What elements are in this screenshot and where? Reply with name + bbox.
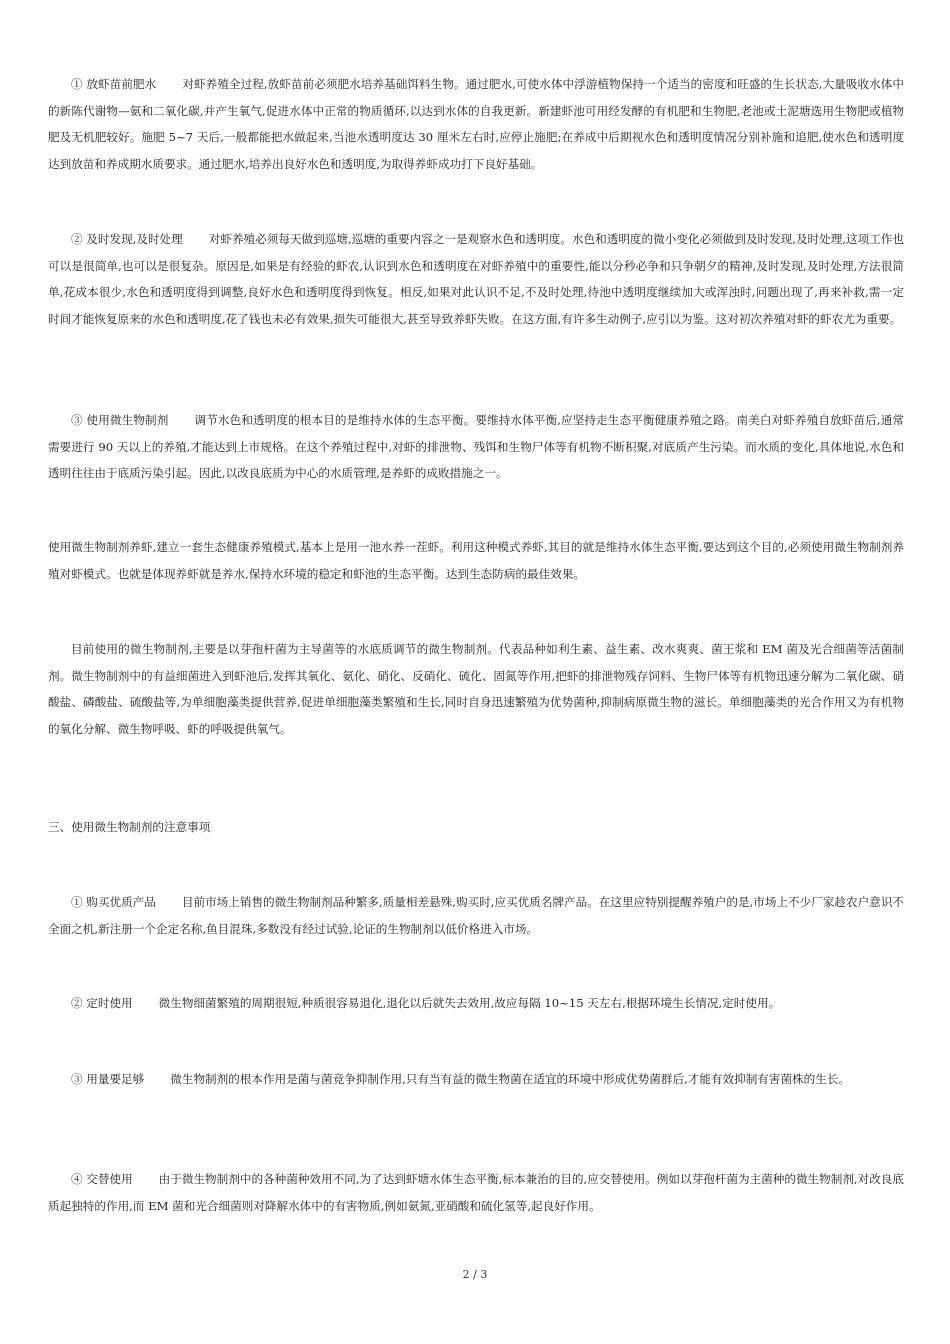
section-heading: 三、使用微生物制剂的注意事项 bbox=[48, 820, 211, 834]
paragraph-heading: ④ 交替使用 bbox=[71, 1172, 133, 1186]
paragraph-heading: ② 定时使用 bbox=[71, 996, 133, 1010]
page-number: 2 / 3 bbox=[462, 1268, 488, 1281]
paragraph-body: 对虾养殖全过程,放虾苗前必须肥水培养基础饵料生物。通过肥水,可使水体中浮游植物保持一个适当的密度和旺盛的生长状态,大量吸收水体中的新陈代谢物—氨和二氧化碳,并产生氧气,促进水体中正常的物质循环,以达到水体的自我更新。新建虾池可用经发酵的有机肥和生物肥,老池或土泥塘选用生物肥或植物肥及无机肥较好。施肥 5~7 天后,一般都能把水做起来,当池水透明度达 30 厘米左右时,应停止施肥;在养成中后期视水色和透明度情况分别补施和追肥,使水色和透明度达到放苗和养成期水质要求。通过肥水,培养出良好水色和透明度,为取得养虾成功打下良好基础。 bbox=[48, 77, 905, 171]
paragraph-body: 使用微生物制剂养虾,建立一套生态健康养殖模式,基本上是用一池水养一茬虾。利用这种模式养虾,其目的就是维持水体生态平衡,要达到这个目的,必须使用微生物制剂养殖对虾模式。也就是体现养虾就是养水,保持水环境的稳定和虾池的生态平衡。达到生态防病的最佳效果。 bbox=[48, 540, 904, 581]
paragraph-heading: ① 放虾苗前肥水 bbox=[71, 77, 157, 91]
paragraph-heading: ③ 使用微生物制剂 bbox=[71, 413, 169, 427]
paragraph-heading: ① 购买优质产品 bbox=[71, 895, 156, 909]
paragraph-body: 对虾养殖必须每天做到巡塘,巡塘的重要内容之一是观察水色和透明度。水色和透明度的微小变化必须做到及时发现,及时处理,这项工作也可以是很简单,也可以是很复杂。原因是,如果是有经验的虾农,认识到水色和透明度在对虾养殖中的重要性,能以分秒必争和只争朝夕的精神,及时发现,及时处理,方法很简单,花成本很少,水色和透明度得到调整,良好水色和透明度得到恢复。相反,如果对此认识不足,不及时处理,待池中透明度继续加大或浑浊时,问题出现了,再来补救,需一定时间才能恢复原来的水色和透明度,花了钱也未必有效果,损失可能很大,甚至导致养虾失败。在这方面,有许多生动例子,应引以为鉴。这对初次养殖对虾的虾农尤为重要。 bbox=[48, 232, 905, 326]
paragraph-current-agents bbox=[48, 636, 904, 742]
paragraph-ecological-model bbox=[48, 534, 904, 587]
paragraph-body: 目前市场上销售的微生物制剂品种繁多,质量相差悬殊,购买时,应买优质名牌产品。在这里应特别提醒养殖户的是,市场上不少厂家趁农户意识不全面之机,新注册一个企定名称,鱼目混珠,多数没有经过试验,论证的生物制剂以低价格进入市场。 bbox=[48, 895, 905, 936]
paragraph-use-microbial-agents bbox=[48, 407, 904, 487]
paragraph-alternate-use bbox=[48, 1166, 904, 1219]
paragraph-timed-use bbox=[48, 990, 904, 1017]
section-heading-precautions bbox=[48, 814, 904, 841]
paragraph-buy-quality bbox=[48, 889, 904, 942]
paragraph-body: 目前使用的微生物制剂,主要是以芽孢杆菌为主导菌等的水底质调节的微生物制剂。代表品种如利生素、益生素、改水爽爽、菌王浆和 EM 菌及光合细菌等活菌制剂。微生物制剂中的有益细菌进入到虾池后,发挥其氧化、氨化、硝化、反硝化、硫化、固氮等作用,把虾的排泄物残存饲料、生物尸体等有机物迅速分解为二氧化碳、硝酸盐、磷酸盐、硫酸盐等,为单细胞藻类提供营养,促进单细胞藻类繁殖和生长,同时自身迅速繁殖为优势菌种,抑制病原微生物的滋长。单细胞藻类的光合作用又为有机物的氧化分解、微生物呼吸、虾的呼吸提供氧气。 bbox=[48, 642, 904, 736]
paragraph-body: 微生物细菌繁殖的周期很短,种质很容易退化,退化以后就失去效用,故应每隔 10~15 天左右,根据环境生长情况,定时使用。 bbox=[158, 996, 781, 1010]
paragraph-body: 由于微生物制剂中的各种菌种效用不同,为了达到虾塘水体生态平衡,标本兼治的目的,应交替使用。例如以芽孢杆菌为主菌种的微生物制剂,对改良底质起独特的作用,而 EM 菌和光合细菌则对降解水体中的有害物质,例如氨氮,亚硝酸和硫化氢等,起良好作用。 bbox=[48, 1172, 904, 1213]
paragraph-heading: ③ 用量要足够 bbox=[71, 1072, 145, 1086]
paragraph-fertilize-water bbox=[48, 71, 904, 177]
paragraph-timely-handling bbox=[48, 226, 904, 332]
paragraph-body: 调节水色和透明度的根本目的是维持水体的生态平衡。要维持水体平衡,应坚持走生态平衡健康养殖之路。南美白对虾养殖自放虾苗后,通常需要进行 90 天以上的养殖,才能达到上市规格。在这个养殖过程中,对虾的排泄物、残饵和生物尸体等有机物不断积聚,对底质产生污染。而水质的变化,具体地说,水色和透明往往由于底质污染引起。因此,以改良底质为中心的水质管理,是养虾的成败措施之一。 bbox=[48, 413, 904, 480]
paragraph-enough-dosage bbox=[48, 1066, 904, 1093]
paragraph-body: 微生物制剂的根本作用是菌与菌竞争抑制作用,只有当有益的微生物菌在适宜的环境中形成优势菌群后,才能有效抑制有害菌株的生长。 bbox=[170, 1072, 851, 1086]
paragraph-heading: ② 及时发现,及时处理 bbox=[71, 232, 183, 246]
